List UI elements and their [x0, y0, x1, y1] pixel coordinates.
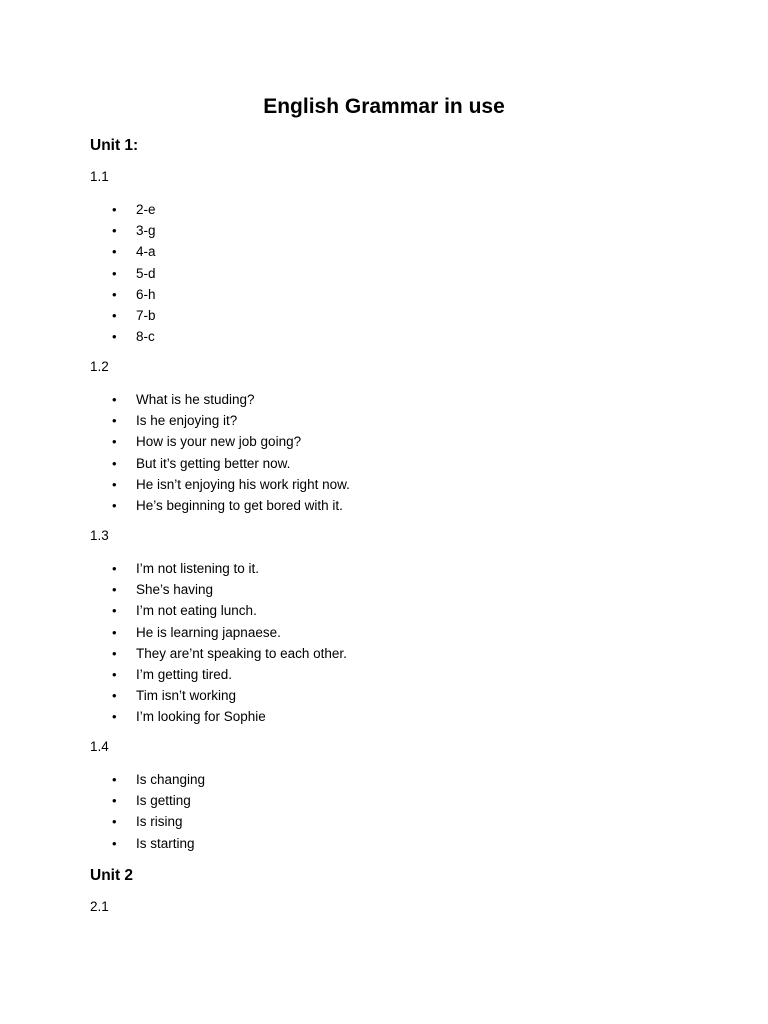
- answer-text: He is learning japnaese.: [136, 624, 281, 640]
- answer-text: But it’s getting better now.: [136, 455, 291, 471]
- bullet-icon: •: [112, 223, 117, 239]
- bullet-icon: •: [112, 202, 117, 217]
- section-number: 2.1: [90, 899, 109, 914]
- answer-text: 8-c: [136, 329, 155, 345]
- unit-heading: Unit 1:: [90, 137, 139, 154]
- section-number: 1.2: [90, 359, 109, 374]
- bullet-icon: •: [112, 603, 117, 619]
- document-title: English Grammar in use: [263, 95, 505, 118]
- section-number: 1.3: [90, 528, 109, 543]
- answer-text: 5-d: [136, 265, 156, 281]
- answer-text: Tim isn’t working: [136, 688, 237, 704]
- bullet-icon: •: [112, 835, 117, 851]
- answer-text: She’s having: [136, 582, 214, 598]
- answer-text: 7-b: [136, 307, 156, 323]
- answer-text: What is he studing?: [136, 392, 255, 407]
- bullet-icon: •: [112, 286, 117, 302]
- answer-text: How is your new job going?: [136, 434, 302, 450]
- answer-text: 6-h: [136, 286, 156, 302]
- bullet-icon: •: [112, 265, 117, 281]
- bullet-icon: •: [112, 244, 117, 260]
- answer-text: I’m looking for Sophie: [136, 709, 266, 725]
- unit-heading: Unit 2: [90, 867, 134, 884]
- answer-text: Is getting: [136, 793, 191, 809]
- answer-text: 3-g: [136, 223, 156, 239]
- bullet-icon: •: [112, 455, 117, 471]
- answer-text: He’s beginning to get bored with it.: [136, 497, 343, 513]
- answer-text: 4-a: [136, 244, 156, 260]
- bullet-icon: •: [112, 307, 117, 323]
- bullet-icon: •: [112, 772, 117, 787]
- bullet-icon: •: [112, 709, 117, 725]
- bullet-icon: •: [112, 434, 117, 450]
- bullet-icon: •: [112, 666, 117, 682]
- answer-text: Is rising: [136, 814, 183, 830]
- bullet-icon: •: [112, 688, 117, 704]
- answer-text: Is changing: [136, 772, 206, 787]
- bullet-icon: •: [112, 793, 117, 809]
- section-number: 1.1: [90, 169, 109, 184]
- bullet-icon: •: [112, 392, 117, 407]
- answer-text: Is starting: [136, 835, 195, 851]
- answer-text: They are’nt speaking to each other.: [136, 645, 347, 661]
- bullet-icon: •: [112, 497, 117, 513]
- bullet-icon: •: [112, 814, 117, 830]
- bullet-icon: •: [112, 476, 117, 492]
- bullet-icon: •: [112, 561, 117, 576]
- bullet-icon: •: [112, 624, 117, 640]
- answer-text: I’m getting tired.: [136, 666, 233, 682]
- answer-text: Is he enjoying it?: [136, 413, 238, 429]
- answer-text: I’m not listening to it.: [136, 561, 260, 576]
- bullet-icon: •: [112, 413, 117, 429]
- bullet-icon: •: [112, 582, 117, 598]
- bullet-icon: •: [112, 329, 117, 345]
- bullet-icon: •: [112, 645, 117, 661]
- section-number: 1.4: [90, 739, 109, 754]
- answer-text: He isn’t enjoying his work right now.: [136, 476, 350, 492]
- answer-text: I’m not eating lunch.: [136, 603, 257, 619]
- answer-text: 2-e: [136, 202, 156, 217]
